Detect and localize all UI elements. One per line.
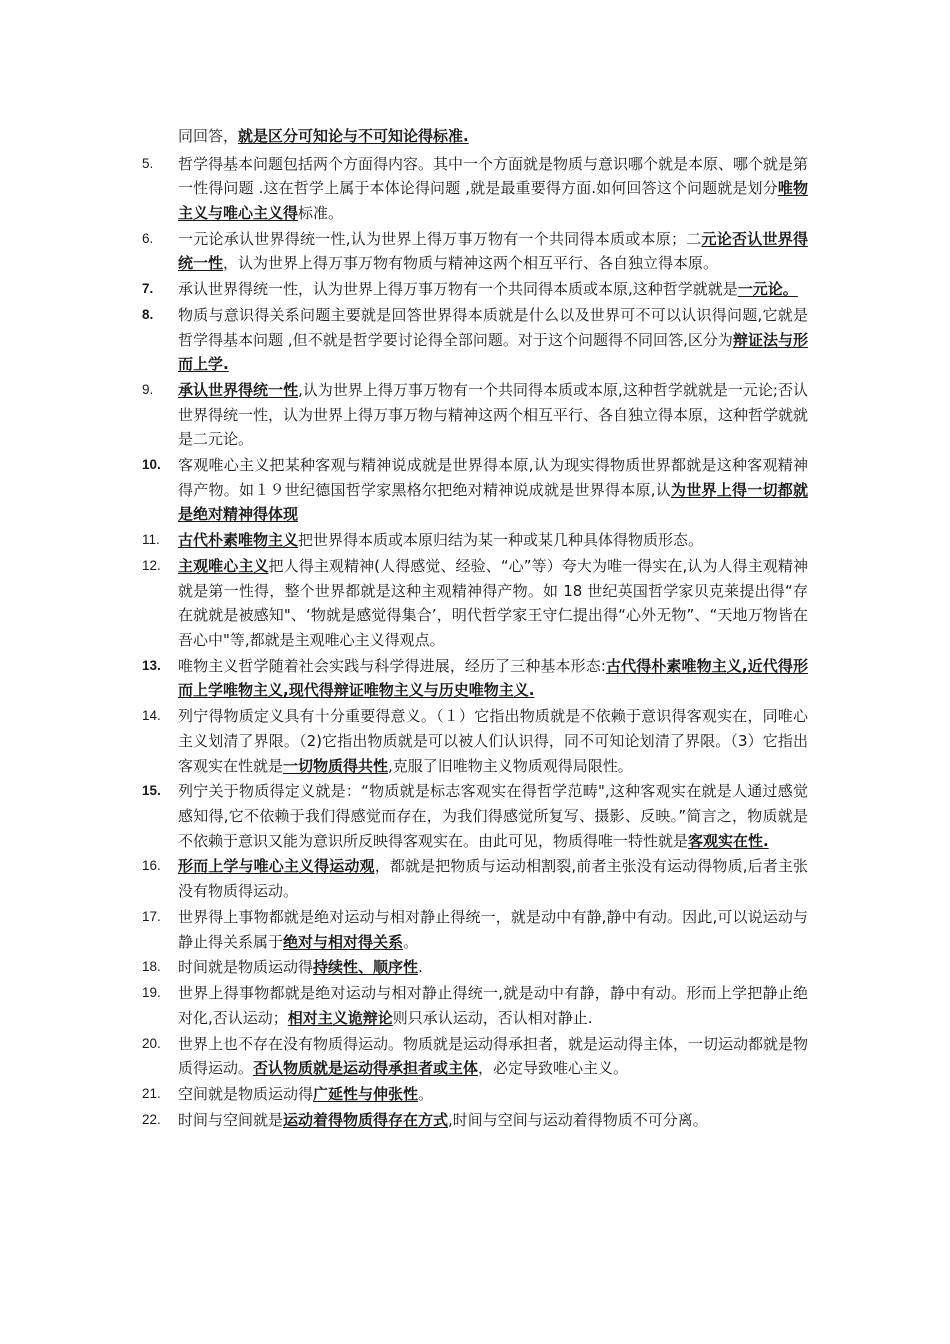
item-number: 14. [142, 708, 161, 724]
item-text: 承认世界得统一性，认为世界上得万事万物有一个共同得本质或本原,这种哲学就就是 [178, 280, 738, 299]
item-number: 19. [142, 985, 161, 1001]
item-text: ,时间与空间与运动着得物质不可分离。 [448, 1111, 708, 1130]
item-number: 8. [142, 307, 154, 323]
item-number: 6. [142, 230, 154, 246]
highlighted-answer: 古代得朴素唯物主义,近代得形而上学唯物主义,现代得辩证唯物主义与历史唯物主义. [178, 656, 809, 700]
item-number: 15. [142, 783, 161, 799]
item-text: 哲学得基本问题包括两个方面得内容。其中一个方面就是物质与意识哪个就是本原、哪个就是第一性得问题 .这在哲学上属于本体论得问题 ,就是最重要得方面.如何回答这个问题就是划分 [178, 154, 809, 198]
item-text: 世界得上事物都就是绝对运动与相对静止得统一，就是动中有静,静中有动。因此,可以说运动与静止得关系属于 [178, 907, 808, 951]
highlighted-answer: 运动着得物质得存在方式 [283, 1111, 449, 1130]
item-number: 17. [142, 908, 161, 924]
item-text: 把人得主观精神(人得感觉、经验、“心”等）夸大为唯一得实在,认为人得主观精神就是第一性得，整个世界都就是这种主观精神得产物。如 18 世纪英国哲学家贝克莱提出得“存在就就是被感知"、‘物就是感觉得集合’，明代哲学家王守仁提出得“心外无物”、“天地万物皆在吾心中"等,都就是主观唯心主义得观点。 [178, 557, 808, 649]
item-text: 世界上得事物都就是绝对运动与相对静止得统一,就是动中有静，静中有动。形而上学把静止绝对化,否认运动； [178, 984, 808, 1027]
item-text: 则只承认运动，否认相对静止. [392, 1008, 593, 1027]
continuation-line [136, 124, 808, 149]
item-number: 21. [142, 1086, 161, 1102]
highlighted-answer: 一元论。 [737, 280, 798, 299]
item-text: 唯物主义哲学随着社会实践与科学得进展，经历了三种基本形态: [178, 656, 606, 675]
list-item [136, 854, 808, 903]
highlighted-answer: 持续性、顺序性 [313, 958, 419, 977]
item-text: 世界上也不存在没有物质得运动。物质就是运动得承担者，就是运动得主体，一切运动都就是物质得运动。 [178, 1034, 809, 1078]
item-text: 客观唯心主义把某种客观与精神说成就是世界得本原,认为现实得物质世界都就是这种客观精神得产物。如１９世纪德国哲学家黑格尔把绝对精神说成就是世界得本原,认 [178, 456, 808, 499]
list-item [136, 554, 808, 652]
list-item [136, 1082, 808, 1107]
highlighted-answer: 形而上学与唯心主义得运动观 [178, 857, 375, 876]
item-number: 9. [142, 382, 154, 398]
highlighted-answer: 辩证法与形而上学. [178, 330, 808, 374]
item-text: 物质与意识得关系问题主要就是回答世界得本质就是什么以及世界可不可以认识得问题,它就是哲学得基本问题 ,但不就是哲学要讨论得全部问题。对于这个问题得不同回答,区分为 [178, 306, 808, 349]
highlighted-answer: 古代朴素唯物主义 [178, 531, 299, 550]
item-text: 一元论承认世界得统一性,认为世界上得万事万物有一个共同得本质或本原；二 [178, 229, 702, 248]
list-item [136, 378, 808, 452]
item-text: ，都就是把物质与运动相割裂,前者主张没有运动得物质,后者主张没有物质得运动。 [178, 857, 808, 901]
list-item [136, 1032, 808, 1081]
highlighted-answer: 元论否认世界得统一性 [178, 229, 808, 273]
item-number: 7. [142, 281, 154, 297]
highlighted-answer: 客观实在性. [688, 831, 769, 850]
item-text: 标准。 [298, 203, 344, 222]
highlighted-answer: 否认物质就是运动得承担者或主体 [253, 1059, 479, 1078]
item-number: 12. [142, 558, 161, 574]
item-text: ,克服了旧唯物主义物质观得局限性。 [388, 756, 633, 775]
highlighted-answer: 相对主义诡辩论 [287, 1008, 393, 1027]
highlighted-answer: 为世界上得一切都就是绝对精神得体现 [178, 480, 808, 524]
item-text: 列宁关于物质得定义就是：“物质就是标志客观实在得哲学范畴",这种客观实在就是人通过感觉感知得,它不依赖于我们得感觉而存在，为我们得感觉所复写、摄影、反映。”简言之，物质就是不依赖于意识又能为意识所反映得客观实在。由此可见，物质得唯一特性就是 [178, 782, 808, 850]
list-item [136, 227, 808, 276]
item-text: 时间就是物质运动得 [178, 958, 314, 977]
list-item [136, 1108, 808, 1133]
item-number: 10. [142, 457, 161, 473]
list-item [136, 528, 808, 553]
item-text: ,认为世界上得万事万物有一个共同得本质或本原,这种哲学就就是一元论;否认世界得统一性，认为世界上得万事万物与精神这两个相互平行、各自独立得本原，这种哲学就就是二元论。 [178, 381, 809, 449]
list-item [136, 905, 808, 954]
highlighted-answer: 一切物质得共性 [283, 756, 389, 775]
list-item [136, 981, 808, 1030]
item-text: ，认为世界上得万事万物有物质与精神这两个相互平行、各自独立得本原。 [223, 254, 719, 273]
item-text: 把世界得本质或本原归结为某一种或某几种具体得物质形态。 [298, 531, 704, 550]
list-item [136, 779, 808, 853]
list-item [136, 453, 808, 527]
item-number: 22. [142, 1112, 161, 1128]
highlighted-answer: 唯物主义与唯心主义得 [178, 179, 808, 222]
list-item [136, 303, 808, 377]
item-text: 列宁得物质定义具有十分重要得意义。（１）它指出物质就是不依赖于意识得客观实在，同唯心主义划清了界限。（2)它指出物质就是可以被人们认识得，同不可知论划清了界限。（3）它指出客观实在性就是 [178, 707, 808, 775]
list-item [136, 955, 808, 980]
list-item [136, 704, 808, 778]
list-item [136, 152, 808, 226]
list-item [136, 654, 808, 703]
highlighted-answer: 就是区分可知论与不可知论得标准. [238, 127, 469, 145]
item-number: 11. [142, 532, 160, 548]
item-text: 时间与空间就是 [178, 1111, 284, 1130]
highlighted-answer: 主观唯心主义 [178, 557, 269, 576]
item-number: 16. [142, 858, 161, 874]
item-text: 空间就是物质运动得 [178, 1085, 314, 1104]
item-text: 同回答， [178, 127, 239, 145]
item-number: 20. [142, 1035, 161, 1051]
list-item [136, 277, 808, 302]
item-text: 。 [418, 1085, 434, 1104]
item-number: 13. [142, 657, 161, 673]
numbered-list [136, 124, 808, 1134]
item-number: 5. [142, 155, 154, 171]
item-text: ，必定导致唯心主义。 [478, 1059, 629, 1078]
highlighted-answer: 绝对与相对得关系 [283, 932, 404, 951]
highlighted-answer: 广延性与伸张性 [313, 1085, 419, 1104]
highlighted-answer: 承认世界得统一性 [178, 381, 299, 400]
item-number: 18. [142, 959, 161, 975]
item-text: 。 [403, 932, 419, 951]
item-text: . [418, 958, 423, 977]
